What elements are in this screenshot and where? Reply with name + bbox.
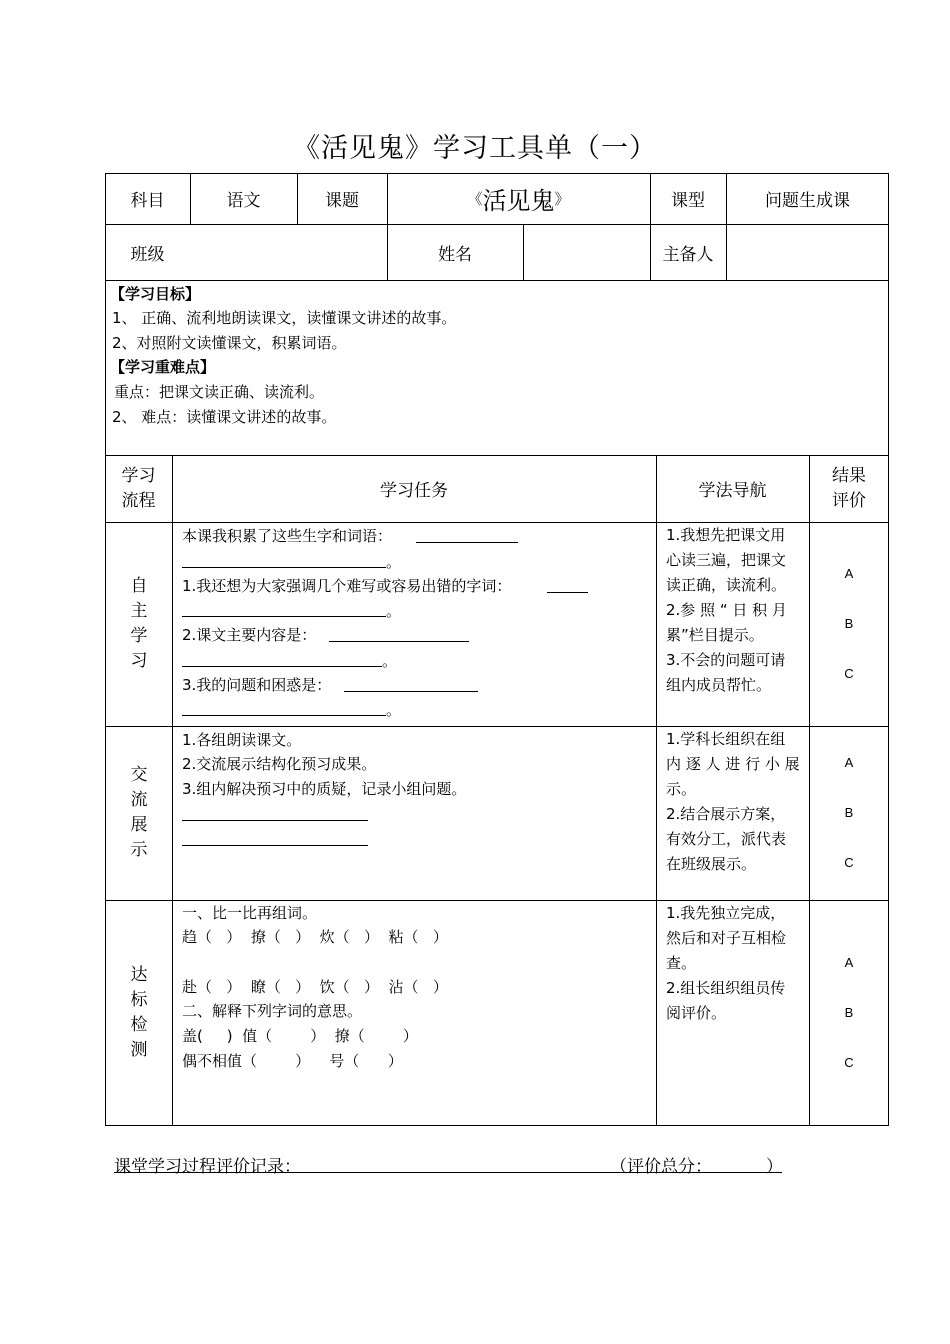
self-task-1: 1.我还想为大家强调几个难写或容易出错的字词： [182,577,512,595]
method-line: 示。 [666,780,697,798]
share-task-1: 1.各组朗读课文。 [182,731,302,749]
grade-a-option[interactable]: A [844,955,854,970]
stage-char: 习 [130,651,148,671]
test-part2-heading: 二、解释下列字词的意思。 [182,1002,363,1020]
share-task-2: 2.交流展示结构化预习成果。 [182,755,377,773]
type-label: 课型 [671,191,705,211]
method-line: 心读三遍，把课文 [666,551,787,569]
topic-label: 课题 [325,191,359,211]
method-line: 阅评价。 [666,1004,727,1022]
key-item-1: 重点：把课文读正确、读流利。 [114,383,325,401]
method-line: 1.我先独立完成， [666,904,786,922]
class-label: 班级 [130,244,165,265]
evaluation-record [114,1152,301,1177]
self-method [666,523,787,698]
self-task-2: 2.课文主要内容是： [182,626,317,644]
record-label: 课堂学习过程评价记录： [114,1157,301,1177]
topic-name: 活见鬼 [482,187,555,215]
method-line: 累”栏目提示。 [666,626,764,644]
method-line: 读正确，读流利。 [666,576,787,594]
score-total[interactable]: （评价总分： ） [610,1157,784,1177]
topic-value [387,173,650,224]
process-header-line2: 流程 [121,490,156,511]
answer-blank[interactable] [416,542,518,543]
answer-blank[interactable] [182,567,386,568]
period: 。 [386,553,402,571]
answer-blank[interactable] [547,592,588,593]
stage-char: 交 [130,765,148,785]
stage-char: 达 [130,965,148,985]
method-line: 1.学科长组织在组 [666,730,786,748]
answer-blank[interactable] [182,616,386,617]
period: 。 [386,602,402,620]
subject-label: 科目 [130,191,165,211]
method-line: 在班级展示。 [666,855,757,873]
grade-c-option[interactable]: C [844,1055,854,1070]
share-task-3: 3.组内解决预习中的质疑，记录小组问题。 [182,780,467,798]
method-line: 2.组长组织组员传 [666,979,786,997]
stage-char: 流 [130,790,148,810]
period: 。 [386,701,402,719]
method-line: 然后和对子互相检 [666,929,787,947]
method-line: 查。 [666,954,697,972]
grade-b-option[interactable]: B [844,1005,854,1020]
method-header: 学法导航 [698,481,767,501]
goal-item-2: 2、对照附文读懂课文，积累词语。 [112,334,347,352]
share-method [666,727,800,877]
goals-heading: 【学习目标】 [110,285,201,303]
grade-a-option[interactable]: A [844,566,854,581]
task-header: 学习任务 [380,481,448,501]
test-line-b: 赴（ ） 瞭（ ） 饮（ ） 沾（ ） [182,978,448,996]
grade-a-option[interactable]: A [844,755,854,770]
grade-b-option[interactable]: B [844,616,854,631]
name-label: 姓名 [438,244,472,265]
answer-blank[interactable] [182,820,368,821]
result-header-line1: 结果 [832,465,866,486]
stage-share [127,763,151,863]
method-line: 内 逐 人 进 行 小 展 [666,755,800,773]
footer-underline [114,1172,782,1173]
answer-blank[interactable] [329,641,469,642]
subject-value: 语文 [226,191,261,211]
key-heading: 【学习重难点】 [110,358,216,376]
topic-bracket-close: 》 [554,190,570,208]
type-value: 问题生成课 [765,191,850,211]
name-field[interactable] [523,224,650,280]
stage-char: 主 [130,601,148,621]
self-task-3: 3.我的问题和困惑是： [182,676,332,694]
goal-item-1: 1、 正确、流利地朗读课文，读懂课文讲述的故事。 [112,309,457,327]
method-line: 有效分工，派代表 [666,830,787,848]
method-line: 3.不会的问题可请 [666,651,786,669]
test-line-d: 偶不相值（ ） 号（ ） [182,1052,403,1070]
stage-char: 示 [130,840,148,860]
stage-char: 标 [130,990,148,1010]
period: 。 [382,652,398,670]
method-line: 组内成员帮忙。 [666,676,772,694]
result-header-line2: 评价 [832,490,866,511]
grade-c-option[interactable]: C [844,666,854,681]
method-line: 2.结合展示方案， [666,805,786,823]
stage-self-study [127,574,151,674]
grade-b-option[interactable]: B [844,805,854,820]
stage-test [127,963,151,1063]
lead-field[interactable] [726,224,889,280]
answer-blank[interactable] [182,845,368,846]
test-part1-heading: 一、比一比再组词。 [182,904,318,922]
class-field[interactable] [190,224,387,280]
test-line-c: 盖( ) 值（ ） 撩（ ） [182,1027,418,1045]
result-header [809,455,889,522]
stage-char: 检 [130,1015,148,1035]
page-title: 《活见鬼》学习工具单（一） [293,133,657,164]
lead-label: 主备人 [662,244,714,265]
stage-char: 学 [130,626,148,646]
key-item-2: 2、 难点：读懂课文讲述的故事。 [112,408,337,426]
test-line-a: 趋（ ） 撩（ ） 炊（ ） 粘（ ） [182,928,448,946]
grade-c-option[interactable]: C [844,855,854,870]
answer-blank[interactable] [182,715,386,716]
stage-char: 展 [130,815,148,835]
method-line: 2.参 照 “ 日 积 月 [666,601,787,619]
method-line: 1.我想先把课文用 [666,526,786,544]
answer-blank[interactable] [344,691,478,692]
test-method [666,901,786,1026]
stage-char: 自 [130,576,148,596]
stage-char: 测 [130,1040,148,1060]
self-task-intro: 本课我积累了这些生字和词语： [182,527,393,545]
topic-bracket-open: 《 [467,190,483,208]
answer-blank[interactable] [182,666,382,667]
process-header [105,455,172,522]
process-header-line1: 学习 [121,465,156,486]
